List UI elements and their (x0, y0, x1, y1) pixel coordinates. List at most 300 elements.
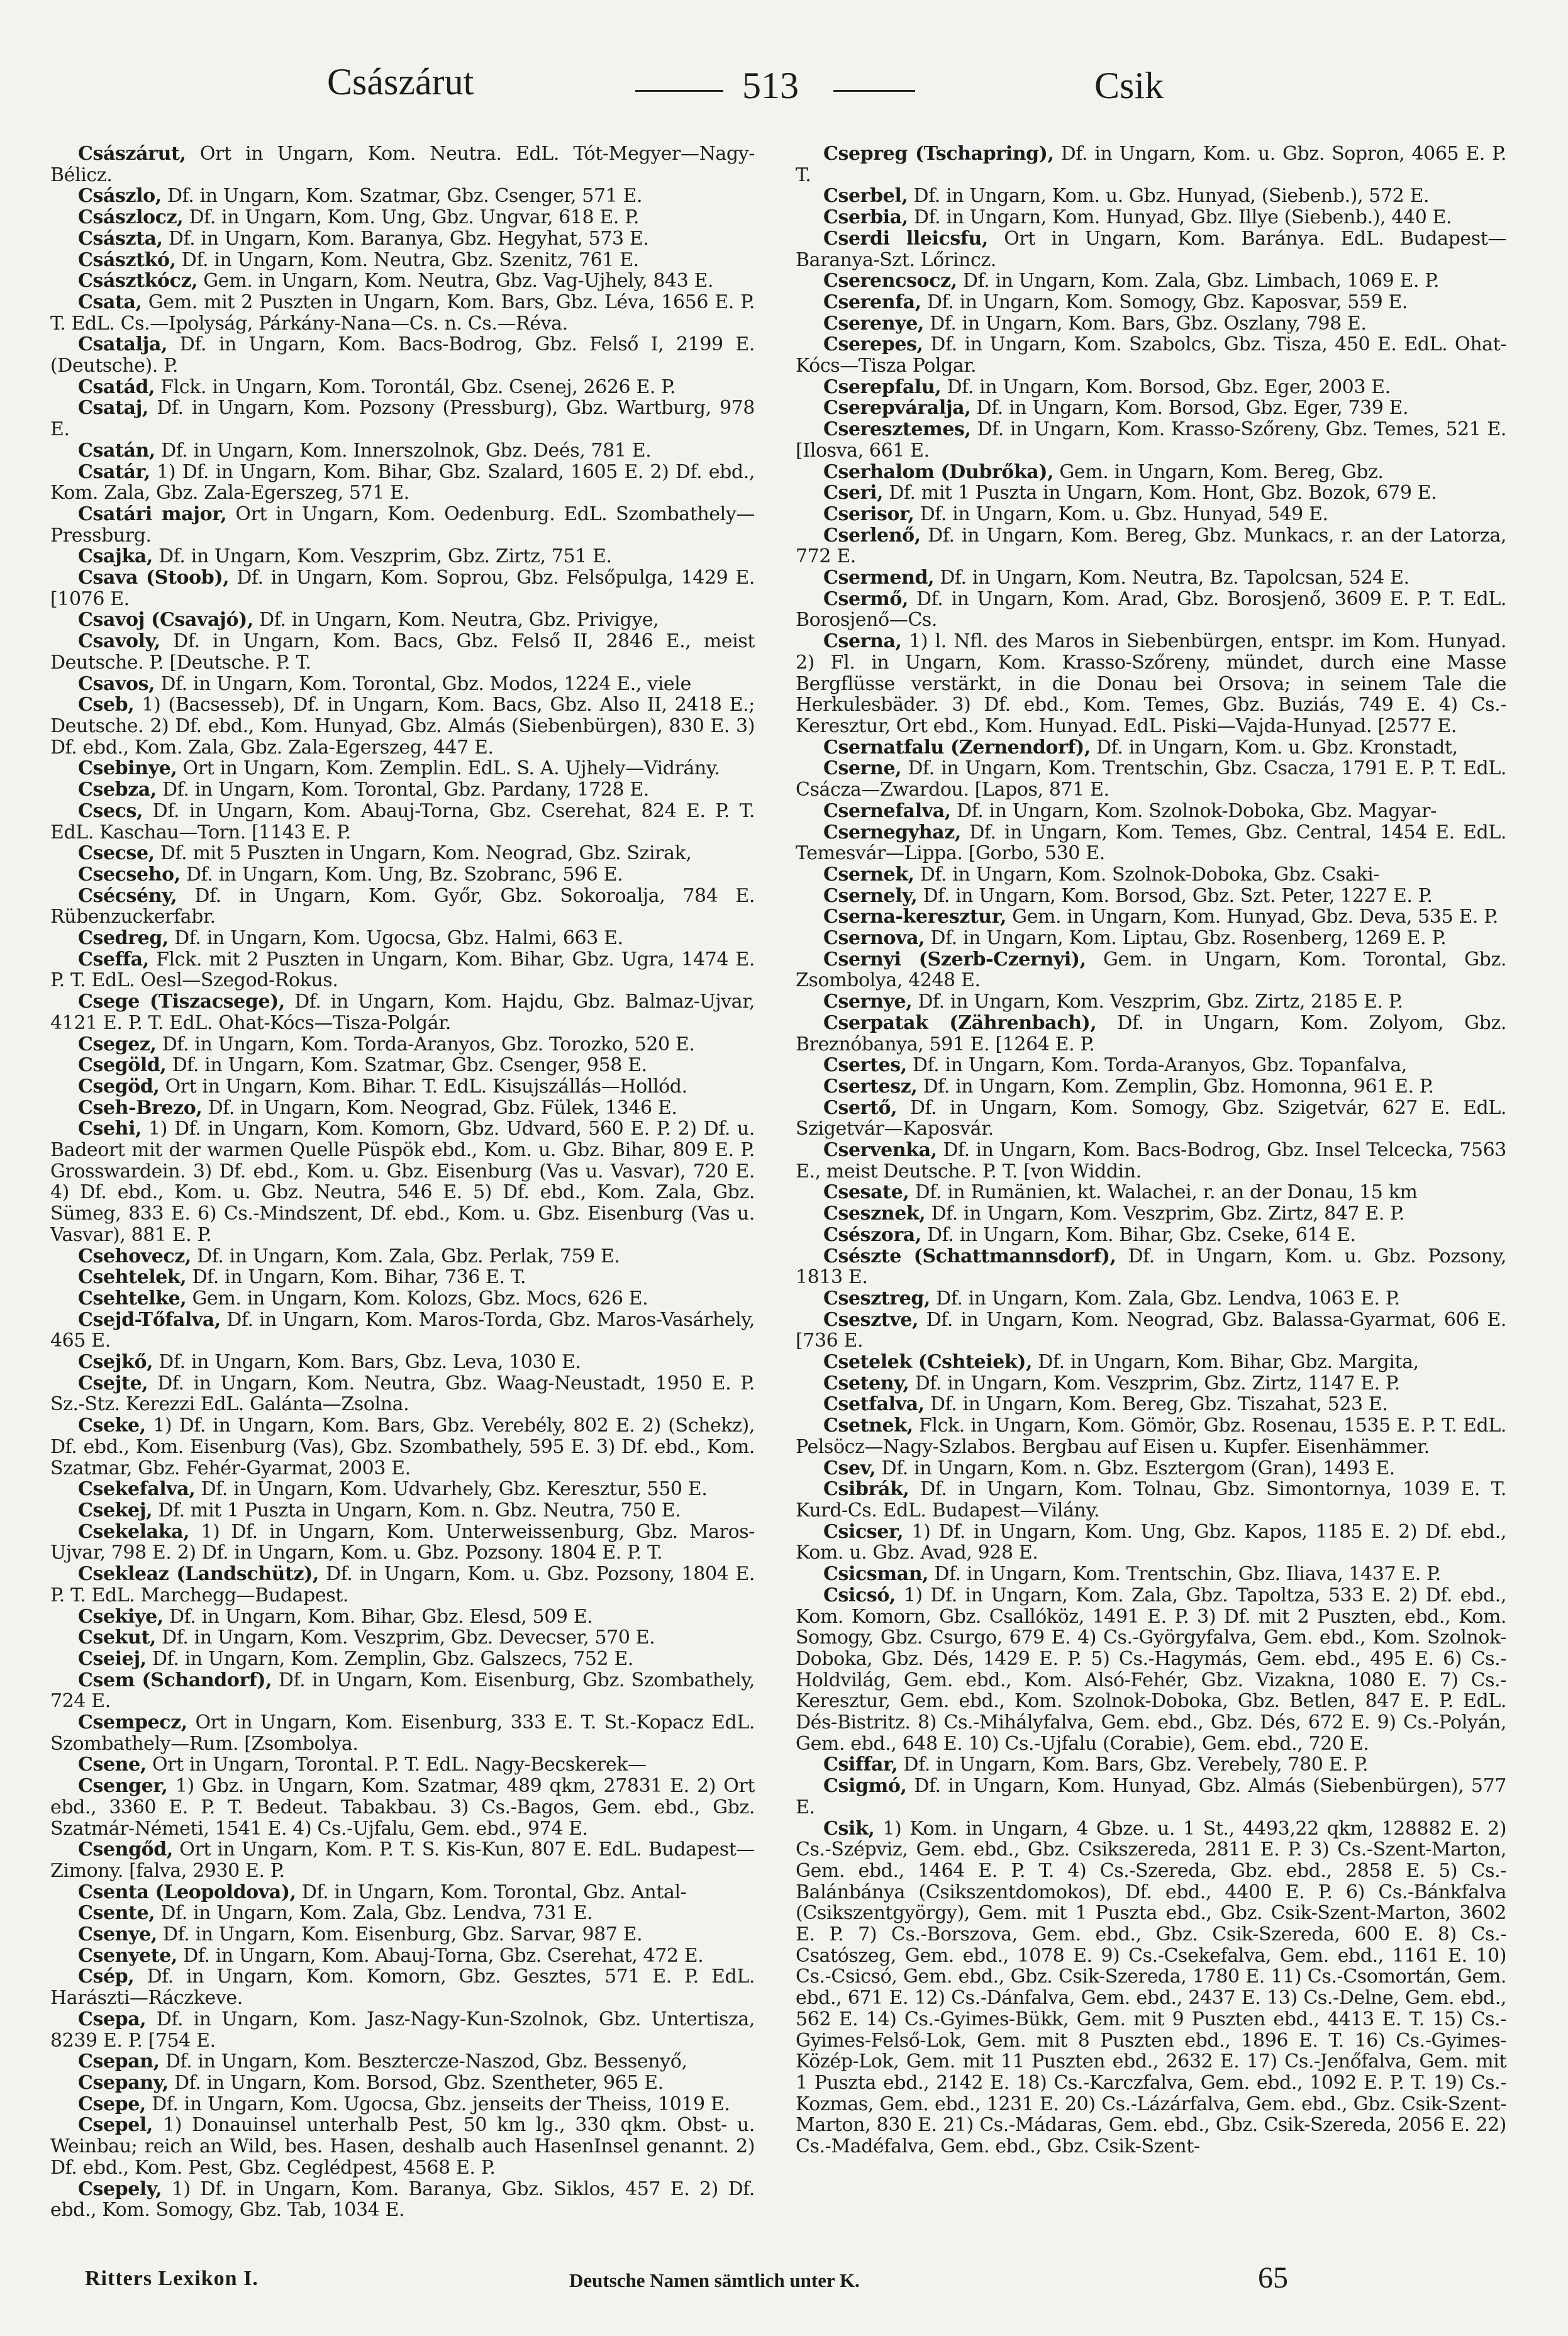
dictionary-entry (796, 1458, 1506, 1479)
entry-text: Df. in Ungarn, Kom. Bihar, Gbz. Elesd, 509 E. (169, 1605, 593, 1628)
entry-text: 1) Df. in Ungarn, Kom. Zala, Gbz. Tapoltza, 533 E. 2) Df. ebd., Kom. Komorn, Gbz. Csallóköz, 1491 E. P. 3) Df. mit 2 Puszten, ebd., Kom. Somogy, Gbz. Csurgo, 679 E. 4) Cs.-Györgyfalva, Gem. ebd., Kom. Szolnok-Doboka, Gbz. Dés, 1429 E. P. 5) Cs.-Hagymás, Gem. ebd., 495 E. 6) Cs.-Holdvilág, Gem. ebd., Kom. Alsó-Fehér, Gbz. Vizakna, 1080 E. 7) Cs.-Keresztur, Gem. ebd., Kom. Szolnok-Doboka, Gbz. Betlen, 847 E. P. EdL. Dés-Bistritz. 8) Cs.-Mihályfalva, Gem. ebd., Gbz. Dés, 672 E. 9) Cs.-Polyán, Gem. ebd., 648 E. 10) Cs.-Ujfalu (Corabie), Gem. ebd., 720 E. (796, 1584, 1506, 1755)
entry-text: 1) Donauinsel unterhalb Pest, 50 km lg., 330 qkm. Obst- u. Weinbau; reich an Wild, bes. Hasen, deshalb auch HasenInsel genannt. 2) Df. ebd., Kom. Pest, Gbz. Ceglédpest, 4568 E. P. (50, 2114, 755, 2179)
entry-headword: Cserenfa, (823, 291, 921, 313)
entry-headword: Csernye, (823, 991, 913, 1013)
entry-headword: Csepely, (78, 2177, 162, 2200)
entry-headword: Csente, (78, 1902, 155, 1925)
entry-text: Df. in Ungarn, Kom. Bihar, 736 E. T. (192, 1266, 526, 1289)
entry-headword: Csesztve, (823, 1308, 918, 1331)
dictionary-entry (50, 1606, 755, 1628)
dictionary-entry (50, 1754, 755, 1776)
entry-headword: Csepa, (78, 2008, 147, 2030)
entry-text: Df. in Ungarn, Kom. Zemplin, Gbz. Homonna, 961 E. P. (923, 1075, 1434, 1098)
dictionary-entry (50, 398, 755, 440)
entry-headword: Csenger, (78, 1775, 168, 1798)
dictionary-entry (50, 1246, 755, 1267)
entry-text: Df. in Ungarn, Kom. Udvarhely, Gbz. Keresztur, 550 E. (201, 1478, 708, 1501)
dictionary-entry (50, 207, 755, 228)
header-last-word: Csik (1094, 65, 1164, 106)
entry-text: Gem. mit 2 Puszten in Ungarn, Kom. Bars, Gbz. Léva, 1656 E. P. T. EdL. Cs.—Ipolyság, Párkány-Nana—Cs. n. Cs.—Réva. (50, 291, 755, 335)
entry-headword: Csepreg (Tschapring), (823, 143, 1054, 165)
dictionary-entry (796, 1203, 1506, 1225)
entry-text: Df. in Ungarn, Kom. Bihar, Gbz. Cseke, 614 E. (927, 1223, 1356, 1246)
entry-text: Df. in Ungarn, Kom. Bacs, Gbz. Felső II, 2846 E., meist Deutsche. P. [Deutsche. P. T. (50, 630, 755, 674)
entry-headword: Csavoly, (78, 630, 160, 653)
entry-headword: Csiffar, (823, 1754, 898, 1776)
entry-text: Df. in Ungarn, Kom. Szolnok-Doboka, Gbz. Magyar- (956, 799, 1437, 822)
dictionary-entry (796, 1818, 1506, 2157)
entry-text: Df. mit 1 Puszta in Ungarn, Kom. n. Gbz. Neutra, 750 E. (158, 1499, 681, 1521)
entry-text: Df. in Ungarn, Kom. u. Gbz. Pozsony, 1804 E. P. T. EdL. Marchegg—Budapest. (50, 1563, 755, 1606)
entry-headword: Csene, (78, 1754, 147, 1776)
dictionary-entry (50, 228, 755, 250)
dictionary-entry (796, 143, 1506, 186)
dictionary-entry (50, 1310, 755, 1352)
dictionary-entry (796, 313, 1506, 335)
page-number: 513 (742, 65, 799, 106)
entry-text: Df. in Ungarn, Kom. Temes, Gbz. Central, 1454 E. EdL. Temesvár—Lippa. [Gorbo, 530 E. (796, 821, 1506, 865)
dictionary-entry (796, 228, 1506, 270)
entry-headword: Csedreg, (78, 927, 169, 950)
entry-text: Ort in Ungarn, Kom. Baránya. EdL. Budapest—Baranya-Szt. Lőrincz. (796, 227, 1506, 271)
entry-headword: Cserna, (823, 630, 902, 653)
page-footer (0, 2261, 1568, 2311)
entry-text: 1) Df. in Ungarn, Kom. Bihar, Gbz. Szalard, 1605 E. 2) Df. ebd., Kom. Zala, Gbz. Zala-Egerszeg, 571 E. (50, 460, 755, 504)
entry-text: Df. in Ungarn, Kom. Neograd, Gbz. Balassa-Gyarmat, 606 E. [736 E. (796, 1308, 1506, 1352)
dictionary-entry (796, 398, 1506, 419)
dictionary-entry (50, 928, 755, 949)
entry-headword: Császlo, (78, 185, 162, 208)
entry-headword: Csebza, (78, 779, 157, 801)
entry-headword: Csernyi (Szerb-Czernyi), (823, 948, 1086, 971)
dictionary-entry (796, 419, 1506, 461)
dictionary-entry (796, 758, 1506, 800)
entry-text: Df. in Ungarn, Kom. Zala, Gbz. Lendva, 1063 E. P. (936, 1287, 1400, 1310)
dictionary-entry (50, 1776, 755, 1839)
entry-text: Df. in Ungarn, Kom. Szabolcs, Gbz. Tisza, 450 E. EdL. Ohat-Kócs—Tisza Polgar. (796, 333, 1506, 377)
entry-headword: Cservenka, (823, 1139, 937, 1162)
entry-text: Df. in Ungarn, Kom. Szolnok-Doboka, Gbz. Csaki- (920, 863, 1380, 886)
entry-text: Flck. in Ungarn, Kom. Gömör, Gbz. Rosenau, 1535 E. P. T. EdL. Pelsöcz—Nagy-Szlabos. Bergbau auf Eisen u. Kupfer. Eisenhämmer. (796, 1415, 1506, 1458)
entry-headword: Cseresztemes, (823, 418, 971, 441)
entry-text: Df. in Ungarn, Kom. Abauj-Torna, Gbz. Cserehat, 472 E. (183, 1944, 704, 1967)
entry-text: 1) Kom. in Ungarn, 4 Gbze. u. 1 St., 4493,22 qkm, 128882 E. 2) Cs.-Szépviz, Gem. ebd., Gbz. Csikszereda, 2811 E. P. 3) Cs.-Szent-Marton, Gem. ebd., 1464 E. P. T. 4) Cs.-Szereda, Gbz. ebd., 2858 E. 5) Cs.-Balánbánya (Csikszentdomokos), Df. ebd., 4400 E. P. 6) Cs.-Bánkfalva (Csikszentgyörgy), Gem. mit 1 Puszta ebd., Gbz. Csik-Szent-Marton, 3602 E. P. 7) Cs.-Borszova, Gem. ebd., Gbz. Csik-Szereda, 600 E. 8) Cs.-Csatószeg, Gem. ebd., 1078 E. 9) Cs.-Csekefalva, Gem. ebd., 1161 E. 10) Cs.-Csicsó, Gem. ebd., Gbz. Csik-Szereda, 1780 E. 11) Cs.-Csomortán, Gem. ebd., 671 E. 12) Cs.-Dánfalva, Gem. ebd., 2437 E. 13) Cs.-Delne, Gem. ebd., 562 E. 14) Cs.-Gyimes-Bükk, Gem. mit 9 Puszten ebd., 4413 E. T. 15) Cs.-Gyimes-Felső-Lok, Gem. mit 8 Puszten ebd., 1896 E. T. 16) Cs.-Gyimes-Közép-Lok, Gem. mit 11 Puszten ebd., 2632 E. 17) Cs.-Jenőfalva, Gem. mit 1 Puszta ebd., 2142 E. 18) Cs.-Karczfalva, Gem. ebd., 1092 E. P. T. 19) Cs.-Kozmas, Gem. ebd., 1231 E. 20) Cs.-Lázárfalva, Gem. ebd., Gbz. Csik-Szent-Marton, 830 E. 21) Cs.-Mádaras, Gem. ebd., Gbz. Csik-Szereda, 2056 E. 22) Cs.-Madéfalva, Gem. ebd., Gbz. Csik-Szent- (796, 1817, 1506, 2158)
dictionary-entry (50, 1712, 755, 1754)
entry-headword: Cserne, (823, 757, 902, 780)
entry-text: Df. in Ungarn, Kom. Krasso-Szőreny, Gbz. Temes, 521 E. [Ilosva, 661 E. (796, 418, 1506, 462)
entry-text: Df. in Ungarn, Kom. Jasz-Nagy-Kun-Szolnok, Gbz. Untertisza, 8239 E. P. [754 E. (50, 2008, 755, 2052)
entry-text: Df. in Ungarn, Kom. Maros-Torda, Gbz. Maros-Vasárhely, 465 E. (50, 1308, 755, 1352)
dictionary-entry (796, 801, 1506, 822)
entry-text: Df. in Ungarn, Kom. Innerszolnok, Gbz. Deés, 781 E. (161, 439, 652, 462)
entry-text: Df. in Ungarn, Kom. Bacs-Bodrog, Gbz. Insel Telcecka, 7563 E., meist Deutsche. P. T. [von Widdin. (796, 1139, 1506, 1182)
entry-headword: Csermő, (823, 587, 909, 610)
entry-text: Df. in Ungarn, Kom. Eisenburg, Gbz. Sarvar, 987 E. (162, 1923, 643, 1946)
entry-text: Df. in Ungarn, Kom. Borsod, Gbz. Eger, 2003 E. (947, 375, 1391, 398)
entry-headword: Csajka, (78, 545, 153, 568)
entry-text: Df. in Ungarn, Kom. Arad, Gbz. Borosjenő, 3609 E. P. T. EdL. Borosjenő—Cs. (796, 587, 1506, 631)
dictionary-entry (796, 864, 1506, 886)
entry-headword: Csernova, (823, 927, 925, 950)
entry-headword: Cseke, (78, 1415, 146, 1437)
entry-headword: Csesznek, (823, 1203, 926, 1225)
dictionary-entry (796, 1288, 1506, 1310)
entry-headword: Csepe, (78, 2093, 146, 2115)
entry-headword: Cseri, (823, 482, 884, 504)
entry-headword: Csészora, (823, 1223, 921, 1246)
entry-text: Df. in Ungarn, Kom. Zala, Gbz. Perlak, 759 E. (197, 1245, 620, 1267)
dictionary-entry (50, 2115, 755, 2178)
entry-headword: Csecse, (78, 842, 155, 865)
footer-publication: Ritters Lexikon I. (85, 2267, 259, 2290)
dictionary-entry (796, 886, 1506, 907)
entry-headword: Csenta (Leopoldova), (78, 1881, 296, 1903)
entry-headword: Cserisor, (823, 503, 915, 525)
entry-text: Gem. in Ungarn, Kom. Neutra, Gbz. Vag-Ujhely, 843 E. (203, 270, 714, 292)
entry-headword: Csertő, (823, 1096, 898, 1119)
dictionary-entry (50, 1882, 755, 1903)
entry-text: Df. in Ungarn, Kom. Szatmar, Gbz. Csenger, 958 E. (172, 1054, 647, 1077)
dictionary-entry (50, 1055, 755, 1076)
entry-headword: Csernegyhaz, (823, 821, 961, 843)
entry-text: Df. in Ungarn, Kom. Ung, Gbz. Ungvar, 618 E. P. (189, 206, 639, 229)
entry-headword: Cserepváralja, (823, 397, 971, 420)
entry-text: Df. in Ungarn, Kom. Ung, Bz. Szobranc, 596 E. (186, 863, 623, 886)
dictionary-entry (796, 1246, 1506, 1288)
entry-text: Df. in Ungarn, Kom. Neutra, Bz. Tapolcsan, 524 E. (940, 567, 1410, 589)
entry-text: Df. in Ungarn, Kom. Ugocsa, Gbz. jenseits der Theiss, 1019 E. (152, 2093, 730, 2115)
dictionary-entry (796, 1394, 1506, 1415)
dictionary-entry (796, 589, 1506, 631)
entry-text: Df. in Ungarn, Kom. Bereg, Gbz. Tiszahat, 523 E. (930, 1393, 1388, 1416)
dictionary-entry (50, 801, 755, 843)
entry-text: Df. in Ungarn, Kom. Borsod, Gbz. Szentheter, 965 E. (174, 2071, 664, 2094)
dictionary-entry (50, 1500, 755, 1521)
entry-text: Df. in Ungarn, Kom. Neograd, Gbz. Fülek, 1346 E. (208, 1096, 677, 1119)
dictionary-entry (796, 207, 1506, 228)
entry-text: Df. in Ungarn, Kom. Ugocsa, Gbz. Halmi, 663 E. (174, 927, 623, 950)
entry-headword: Csertes, (823, 1054, 907, 1077)
dictionary-entry (50, 949, 755, 991)
dictionary-entry (50, 567, 755, 609)
entry-text: Df. in Ungarn, Kom. Neutra, Gbz. Waag-Neustadt, 1950 E. P. Sz.-Stz. Kerezzi EdL. Galánta—Zsolna. (50, 1372, 755, 1416)
dictionary-entry (50, 2072, 755, 2094)
entry-headword: Cserbia, (823, 206, 908, 229)
entry-headword: Csatalja, (78, 333, 168, 356)
dictionary-entry (796, 1564, 1506, 1585)
dictionary-entry (796, 292, 1506, 313)
entry-headword: Csertesz, (823, 1075, 918, 1098)
entry-headword: Csatár, (78, 460, 150, 483)
entry-text: 1) (Bacsesseb), Df. in Ungarn, Kom. Bacs, Gbz. Also II, 2418 E.; Deutsche. 2) Df. ebd., Kom. Hunyad, Gbz. Almás (Siebenbürgen), 830 E. 3) Df. ebd., Kom. Zala, Gbz. Zala-Egerszeg, 447 E. (50, 694, 755, 759)
entry-headword: Csege (Tiszacsege), (78, 991, 285, 1013)
dictionary-entry (796, 1352, 1506, 1373)
entry-headword: Csataj, (78, 397, 148, 420)
dictionary-entry (50, 2094, 755, 2115)
entry-headword: Cseteny, (823, 1372, 909, 1394)
entry-headword: Csepan, (78, 2050, 160, 2073)
entry-text: Df. in Ungarn, Kom. Veszprim, Gbz. Devecser, 570 E. (162, 1627, 655, 1649)
entry-text: Df. mit 1 Puszta in Ungarn, Kom. Hont, Gbz. Bozok, 679 E. (889, 482, 1437, 504)
entry-text: Df. in Ungarn, Kom. Somogy, Gbz. Kaposvar, 559 E. (926, 291, 1408, 313)
entry-text: Df. in Ungarn, Kom. Veszprim, Gbz. Zirtz, 751 E. (158, 545, 612, 568)
entry-text: Gem. in Ungarn, Kom. Bereg, Gbz. (1059, 460, 1384, 483)
dictionary-entry (50, 1288, 755, 1310)
entry-headword: Csészte (Schattmannsdorf), (823, 1245, 1116, 1267)
entry-headword: Csehtelke, (78, 1287, 187, 1310)
entry-text: Df. in Ungarn, Kom. Neutra, Gbz. Szenitz, 761 E. (181, 248, 639, 271)
entry-headword: Csesate, (823, 1181, 909, 1204)
entry-text: Df. in Ungarn, Kom. Borsod, Gbz. Szt. Peter, 1227 E. P. (923, 884, 1433, 907)
entry-text: 1) l. Nfl. des Maros in Siebenbürgen, entspr. im Kom. Hunyad. 2) Fl. in Ungarn, Kom. Krasso-Szőreny, mündet, durch eine Masse Bergflüsse verstärkt, in die Donau bei Orsova; in seinem Tale die Herkulesbäder. 3) Df. ebd., Kom. Temes, Gbz. Buziás, 749 E. 4) Cs.-Keresztur, Ort ebd., Kom. Hunyad. EdL. Piski—Vajda-Hunyad. [2577 E. (796, 630, 1506, 737)
entry-text: Df. in Ungarn, Kom. Veszprim, Gbz. Zirtz, 847 E. P. (931, 1203, 1404, 1225)
entry-text: Df. in Ungarn, Kom. u. Gbz. Sopron, 4065 E. P. T. (796, 143, 1506, 186)
entry-headword: Császtkó, (78, 248, 176, 271)
entry-headword: Cserlenő, (823, 524, 921, 547)
dictionary-entry (50, 991, 755, 1033)
dictionary-entry (50, 546, 755, 567)
entry-headword: Cserbel, (823, 185, 908, 208)
entry-headword: Csebinye, (78, 757, 177, 780)
entry-text: Ort in Ungarn, Kom. P. T. S. Kis-Kun, 807 E. EdL. Budapest—Zimony. [falva, 2930 E. P. (50, 1838, 755, 1882)
dictionary-entry (796, 1310, 1506, 1352)
entry-text: Df. in Ungarn, Kom. Pozsony (Pressburg), Gbz. Wartburg, 978 E. (50, 397, 755, 441)
entry-headword: Csicser, (823, 1520, 904, 1543)
entry-headword: Csecseho, (78, 863, 181, 886)
signature-number: 65 (1258, 2261, 1288, 2294)
entry-headword: Csempecz, (78, 1711, 187, 1734)
right-column (796, 143, 1506, 2238)
dictionary-entry (50, 1076, 755, 1098)
dictionary-entry (50, 694, 755, 758)
dictionary-entry (50, 674, 755, 695)
entry-headword: Csekut, (78, 1627, 156, 1649)
entry-headword: Csavoj (Csavajó), (78, 609, 253, 631)
dictionary-entry (796, 1521, 1506, 1564)
entry-headword: Császtkócz, (78, 270, 198, 292)
entry-text: Df. in Ungarn, Kom. n. Gbz. Esztergom (Gran), 1493 E. (881, 1457, 1395, 1479)
dictionary-entry (796, 567, 1506, 589)
dictionary-entry (50, 334, 755, 376)
dictionary-entry (50, 270, 755, 292)
dictionary-entry (50, 2009, 755, 2051)
entry-headword: Csetfalva, (823, 1393, 925, 1416)
dictionary-entry (50, 1839, 755, 1881)
entry-text: Df. in Ungarn, Kom. Zemplin, Gbz. Galszecs, 752 E. (152, 1647, 633, 1670)
entry-headword: Cserepfalu, (823, 375, 942, 398)
entry-headword: Csatán, (78, 439, 155, 462)
dictionary-entry (796, 1776, 1506, 1818)
dictionary-entry (50, 758, 755, 779)
entry-text: Df. in Rumänien, kt. Walachei, r. an der Donau, 15 km (915, 1181, 1418, 1204)
entry-text: Df. in Ungarn, Kom. Neutra, Gbz. Privigye, (259, 609, 659, 631)
entry-headword: Csegöld, (78, 1054, 167, 1077)
entry-headword: Cserencsocz, (823, 270, 957, 292)
entry-text: Df. in Ungarn, Kom. Veszprim, Gbz. Zirtz, 1147 E. P. (915, 1372, 1400, 1394)
dictionary-entry (796, 1140, 1506, 1182)
entry-headword: Császárut, (78, 143, 186, 165)
entry-headword: Csehovecz, (78, 1245, 191, 1267)
entry-headword: Csata, (78, 291, 142, 313)
entry-text: Ort in Ungarn, Kom. Neutra. EdL. Tót-Megyer—Nagy-Bélicz. (50, 143, 755, 186)
dictionary-entry (796, 1182, 1506, 1203)
entry-text: Df. in Ungarn, Kom. Soprou, Gbz. Felsőpulga, 1429 E. [1076 E. (50, 567, 755, 610)
entry-text: Df. in Ungarn, Kom. u. Gbz. Hunyad, 549 E. (920, 503, 1328, 525)
entry-headword: Csepany, (78, 2071, 169, 2094)
entry-headword: Csesztreg, (823, 1287, 930, 1310)
entry-headword: Cseffa, (78, 948, 149, 971)
dictionary-entry (50, 1924, 755, 1945)
dictionary-entry (796, 949, 1506, 991)
entry-headword: Cserepes, (823, 333, 923, 356)
entry-text: Df. in Ungarn, Kom. Baranya, Gbz. Hegyhat, 573 E. (168, 227, 649, 250)
header-first-word: Császárut (327, 61, 474, 103)
dictionary-entry (796, 334, 1506, 376)
entry-text: Df. in Ungarn, Kom. Torda-Aranyos, Gbz. Torozko, 520 E. (162, 1033, 695, 1055)
entry-headword: Cserdi lleicsfu, (823, 227, 988, 250)
entry-text: Df. in Ungarn, Kom. Torontal, Gbz. Modos, 1224 E., viele (160, 672, 691, 695)
dictionary-entry (50, 504, 755, 546)
entry-headword: Csava (Stoob), (78, 567, 230, 589)
dictionary-entry (796, 1055, 1506, 1076)
footer-note: Deutsche Namen sämtlich unter K. (569, 2269, 860, 2291)
dictionary-entry (50, 1966, 755, 2008)
dictionary-entry (50, 843, 755, 864)
dictionary-entry (50, 1034, 755, 1055)
entry-headword: Csép, (78, 1966, 135, 1988)
dictionary-entry (50, 1649, 755, 1670)
dictionary-entry (50, 440, 755, 462)
entry-text: Flck. in Ungarn, Kom. Torontál, Gbz. Csenej, 2626 E. P. (160, 375, 676, 398)
dictionary-entry (50, 609, 755, 631)
dictionary-entry (796, 1225, 1506, 1246)
entry-headword: Csekefalva, (78, 1478, 196, 1501)
entry-text: Df. in Ungarn, Kom. u. Gbz. Hunyad, (Siebenb.), 572 E. (913, 185, 1430, 208)
entry-headword: Csik, (823, 1817, 875, 1840)
entry-headword: Csegöd, (78, 1075, 160, 1098)
entry-headword: Csecs, (78, 799, 143, 822)
dictionary-entry (50, 462, 755, 504)
dictionary-entry (50, 864, 755, 886)
dictionary-entry (796, 1754, 1506, 1776)
entry-headword: Csibrák, (823, 1478, 909, 1501)
dictionary-entry (50, 1267, 755, 1288)
dictionary-entry (50, 631, 755, 673)
entry-text: Gem. in Ungarn, Kom. Hunyad, Gbz. Deva, 535 E. P. (1012, 906, 1498, 928)
left-column (50, 143, 755, 2238)
entry-headword: Csev, (823, 1457, 876, 1479)
dictionary-entry (50, 292, 755, 334)
entry-text: Df. in Ungarn, Kom. Bereg, Gbz. Munkacs, r. an der Latorza, 772 E. (796, 524, 1506, 568)
entry-text: 1) Gbz. in Ungarn, Kom. Szatmar, 489 qkm, 27831 E. 2) Ort ebd., 3360 E. P. T. Bedeut. Tabakbau. 3) Cs.-Bagos, Gem. ebd., Gbz. Szatmár-Németi, 1541 E. 4) Cs.-Ujfalu, Gem. ebd., 974 E. (50, 1775, 755, 1840)
entry-headword: Cseb, (78, 694, 135, 716)
entry-headword: Császlocz, (78, 206, 184, 229)
header-rule-left (635, 90, 723, 92)
page-header (0, 55, 1568, 118)
dictionary-entry (50, 143, 755, 186)
entry-text: 1) Df. in Ungarn, Kom. Unterweissenburg, Gbz. Maros-Ujvar, 798 E. 2) Df. in Ungarn, Kom. u. Gbz. Pozsony. 1804 E. P. T. (50, 1520, 755, 1564)
entry-text: Df. in Ungarn, Kom. Borsod, Gbz. Eger, 739 E. (976, 397, 1409, 420)
entry-headword: Csermend, (823, 567, 935, 589)
entry-headword: Csem (Schandorf), (78, 1669, 272, 1691)
dictionary-entry (796, 462, 1506, 483)
dictionary-entry (796, 1013, 1506, 1055)
entry-headword: Cserpatak (Zährenbach), (823, 1011, 1097, 1034)
dictionary-entry (50, 1627, 755, 1649)
entry-headword: Csenyete, (78, 1944, 177, 1967)
entry-text: Df. mit 5 Puszten in Ungarn, Kom. Neograd, Gbz. Szirak, (160, 842, 692, 865)
entry-headword: Csehtelek, (78, 1266, 187, 1289)
entry-headword: Csenye, (78, 1923, 157, 1946)
entry-text: Df. in Ungarn, Kom. Győr, Gbz. Sokoroalja, 784 E. Rübenzuckerfabr. (50, 884, 755, 928)
entry-headword: Csernefalva, (823, 799, 951, 822)
dictionary-entry (50, 377, 755, 398)
entry-text: Df. in Ungarn, Kom. Bars, Gbz. Verebely, 780 E. P. (903, 1754, 1369, 1776)
entry-headword: Csernek, (823, 863, 915, 886)
entry-headword: Császta, (78, 227, 163, 250)
dictionary-entry (50, 1521, 755, 1564)
dictionary-entry (796, 631, 1506, 737)
entry-headword: Csehi, (78, 1118, 142, 1140)
entry-text: Df. in Ungarn, Kom. Liptau, Gbz. Rosenberg, 1269 E. P. (930, 927, 1447, 950)
entry-headword: Csejd-Tőfalva, (78, 1308, 221, 1331)
entry-headword: Csejkő, (78, 1351, 153, 1374)
entry-text: Df. in Ungarn, Kom. Bars, Gbz. Oszlany, 798 E. (930, 312, 1367, 335)
entry-text: 1) Df. in Ungarn, Kom. Baranya, Gbz. Siklos, 457 E. 2) Df. ebd., Kom. Somogy, Gbz. Tab, 1034 E. (50, 2177, 755, 2222)
dictionary-entry (50, 1903, 755, 1924)
entry-text: Df. in Ungarn, Kom. Besztercze-Naszod, Gbz. Bessenyő, (165, 2050, 687, 2073)
entry-headword: Csatári major, (78, 503, 227, 525)
entry-text: Df. in Ungarn, Kom. Hunyad, Gbz. Almás (Siebenbürgen), 577 E. (796, 1775, 1506, 1818)
entry-text: Df. in Ungarn, Kom. Abauj-Torna, Gbz. Cserehat, 824 E. P. T. EdL. Kaschau—Torn. [1143 E. P. (50, 799, 755, 843)
dictionary-entry (796, 377, 1506, 398)
entry-headword: Csernely, (823, 884, 918, 907)
entry-text: Df. in Ungarn, Kom. Somogy, Gbz. Szigetvár, 627 E. EdL. Szigetvár—Kaposvár. (796, 1096, 1506, 1140)
entry-headword: Csetnek, (823, 1415, 913, 1437)
header-rule-right (833, 90, 915, 92)
entry-text: Ort in Ungarn, Kom. Zemplin. EdL. S. A. Ujhely—Vidrány. (182, 757, 720, 780)
entry-text: Df. in Ungarn, Kom. Zala, Gbz. Limbach, 1069 E. P. (962, 270, 1440, 292)
entry-text: Ort in Ungarn, Torontal. P. T. EdL. Nagy-Becskerek— (152, 1754, 647, 1776)
entry-text: Df. in Ungarn, Kom. Zolyom, Gbz. Breznóbanya, 591 E. [1264 E. P. (796, 1011, 1506, 1055)
dictionary-entry (50, 1564, 755, 1606)
entry-headword: Csatád, (78, 375, 155, 398)
dictionary-entry (796, 737, 1506, 759)
entry-text: Ort in Ungarn, Kom. Oedenburg. EdL. Szombathely—Pressburg. (50, 503, 755, 547)
entry-text: Df. in Ungarn, Kom. Torontal, Gbz. Pardany, 1728 E. (162, 779, 649, 801)
dictionary-entry (50, 886, 755, 928)
entry-headword: Csetelek (Cshteiek), (823, 1351, 1033, 1374)
entry-headword: Csicsman, (823, 1563, 929, 1586)
entry-headword: Csekleaz (Landschütz), (78, 1563, 319, 1586)
dictionary-entry (796, 1076, 1506, 1098)
entry-headword: Csécsény, (78, 884, 177, 907)
entry-text: Df. in Ungarn, Kom. Veszprim, Gbz. Zirtz, 2185 E. P. (918, 991, 1403, 1013)
entry-text: Df. in Ungarn, Kom. Eisenburg, Gbz. Szombathely, 724 E. (50, 1669, 755, 1713)
entry-headword: Csejte, (78, 1372, 148, 1394)
entry-headword: Cserenye, (823, 312, 924, 335)
entry-text: Ort in Ungarn, Kom. Bihar. T. EdL. Kisujszállás—Hollód. (165, 1075, 687, 1098)
entry-headword: Csengőd, (78, 1838, 173, 1861)
entry-text: Gem. in Ungarn, Kom. Torontal, Gbz. Zsombolya, 4248 E. (796, 948, 1506, 992)
entry-text: Df. in Ungarn, Kom. Bihar, Gbz. Margita, (1038, 1351, 1419, 1374)
entry-text: 1) Df. in Ungarn, Kom. Ung, Gbz. Kapos, 1185 E. 2) Df. ebd., Kom. u. Gbz. Avad, 928 E. (796, 1520, 1506, 1564)
entry-headword: Cserhalom (Dubrőka), (823, 460, 1054, 483)
dictionary-entry (796, 1585, 1506, 1755)
dictionary-entry (50, 1098, 755, 1119)
entry-text: Ort in Ungarn, Kom. Eisenburg, 333 E. T. St.-Kopacz EdL. Szombathely—Rum. [Zsombolya. (50, 1711, 755, 1755)
dictionary-entry (796, 1415, 1506, 1457)
